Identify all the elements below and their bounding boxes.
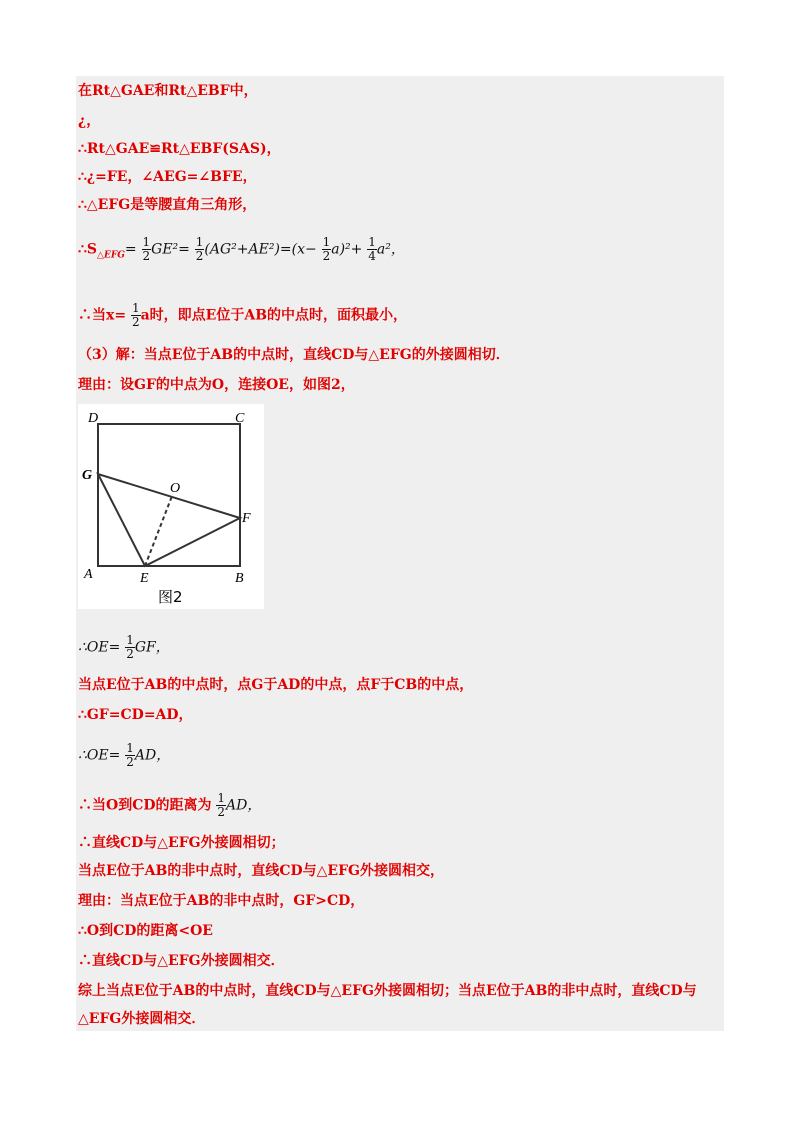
fraction-quarter: $\frac{1}{4}$ (368, 235, 376, 263)
line-nonmid: 当点E位于AB的非中点时，直线CD与△EFG外接圆相交， (78, 863, 444, 879)
line-4: ∴¿=FE，∠AEG=∠BFE， (78, 169, 257, 185)
label-c: C (235, 411, 245, 426)
triangle-efg (98, 474, 240, 566)
fraction-half-5: $\frac{1}{2}$ (126, 633, 134, 661)
label-b: B (235, 571, 244, 586)
oe-eq: ∴OE= (78, 639, 121, 656)
line-tangent: ∴直线CD与△EFG外接圆相切； (78, 835, 285, 851)
line-distance-less: ∴O到CD的距离<OE (78, 923, 213, 939)
line-distance (78, 792, 261, 819)
fraction-half-6: $\frac{1}{2}$ (126, 741, 134, 769)
line-5: ∴△EFG是等腰直角三角形， (78, 197, 257, 213)
line-3: ∴Rt△GAE≌Rt△EBF(SAS)， (78, 141, 281, 157)
line-gf-cd-ad: ∴GF=CD=AD， (78, 707, 193, 723)
fraction-half-4: $\frac{1}{2}$ (131, 301, 140, 329)
label-f: F (242, 511, 251, 526)
oe-eq-2: ∴OE= (78, 747, 121, 764)
line-oe-half-ad (78, 742, 170, 769)
formula-sum: (AG²+AE²)= (204, 241, 292, 258)
line-oe-half-gf (78, 634, 170, 661)
line-reason: 理由：设GF的中点为O，连接OE，如图2， (78, 377, 355, 393)
line-area-formula (78, 236, 405, 264)
fraction-half-1: $\frac{1}{2}$ (142, 235, 151, 263)
distance-start: ∴当O到CD的距离为 (78, 797, 212, 814)
label-g: G (82, 468, 93, 483)
square-diagram (78, 404, 264, 609)
line-summary-2: △EFG外接圆相交． (78, 1011, 206, 1027)
formula-end: a²， (376, 241, 405, 258)
fraction-half-3: $\frac{1}{2}$ (322, 235, 331, 263)
formula-eq: = (124, 241, 137, 258)
min-area-start: ∴当x= (78, 307, 127, 324)
gf-text: GF， (134, 639, 170, 656)
line-reason-2: 理由：当点E位于AB的非中点时，GF>CD， (78, 893, 365, 909)
figure-caption: 图2 (158, 588, 183, 606)
label-d: D (88, 411, 99, 426)
label-e: E (140, 571, 149, 586)
formula-s: ∴S (78, 241, 98, 258)
line-midpoints: 当点E位于AB的中点时，点G于AD的中点，点F于CB的中点， (78, 677, 474, 693)
solution-panel (76, 76, 724, 1031)
ad-text: AD， (134, 747, 171, 764)
line-min-area (78, 302, 407, 329)
geometry-figure (78, 404, 264, 609)
line-2: ¿， (78, 113, 101, 129)
line-part3: （3）解：当点E位于AB的中点时，直线CD与△EFG的外接圆相切． (78, 347, 510, 363)
fraction-half-2: $\frac{1}{2}$ (195, 235, 204, 263)
line-summary-1: 综上当点E位于AB的中点时，直线CD与△EFG外接圆相切；当点E位于AB的非中点时，直线CD与 (78, 983, 697, 999)
label-o: O (170, 481, 181, 496)
formula-sq: a)²+ (331, 241, 363, 258)
formula-s-sub: △EFG (97, 250, 125, 261)
label-a: A (84, 567, 93, 582)
line-1: 在Rt△GAE和Rt△EBF中， (78, 83, 258, 99)
fraction-half-7: $\frac{1}{2}$ (217, 791, 225, 819)
distance-end: AD， (226, 797, 262, 814)
formula-x: (x− (291, 241, 317, 258)
min-area-end: a时，即点E位于AB的中点时，面积最小， (140, 307, 408, 324)
line-intersect: ∴直线CD与△EFG外接圆相交． (78, 953, 285, 969)
formula-ge: GE²= (151, 241, 190, 258)
